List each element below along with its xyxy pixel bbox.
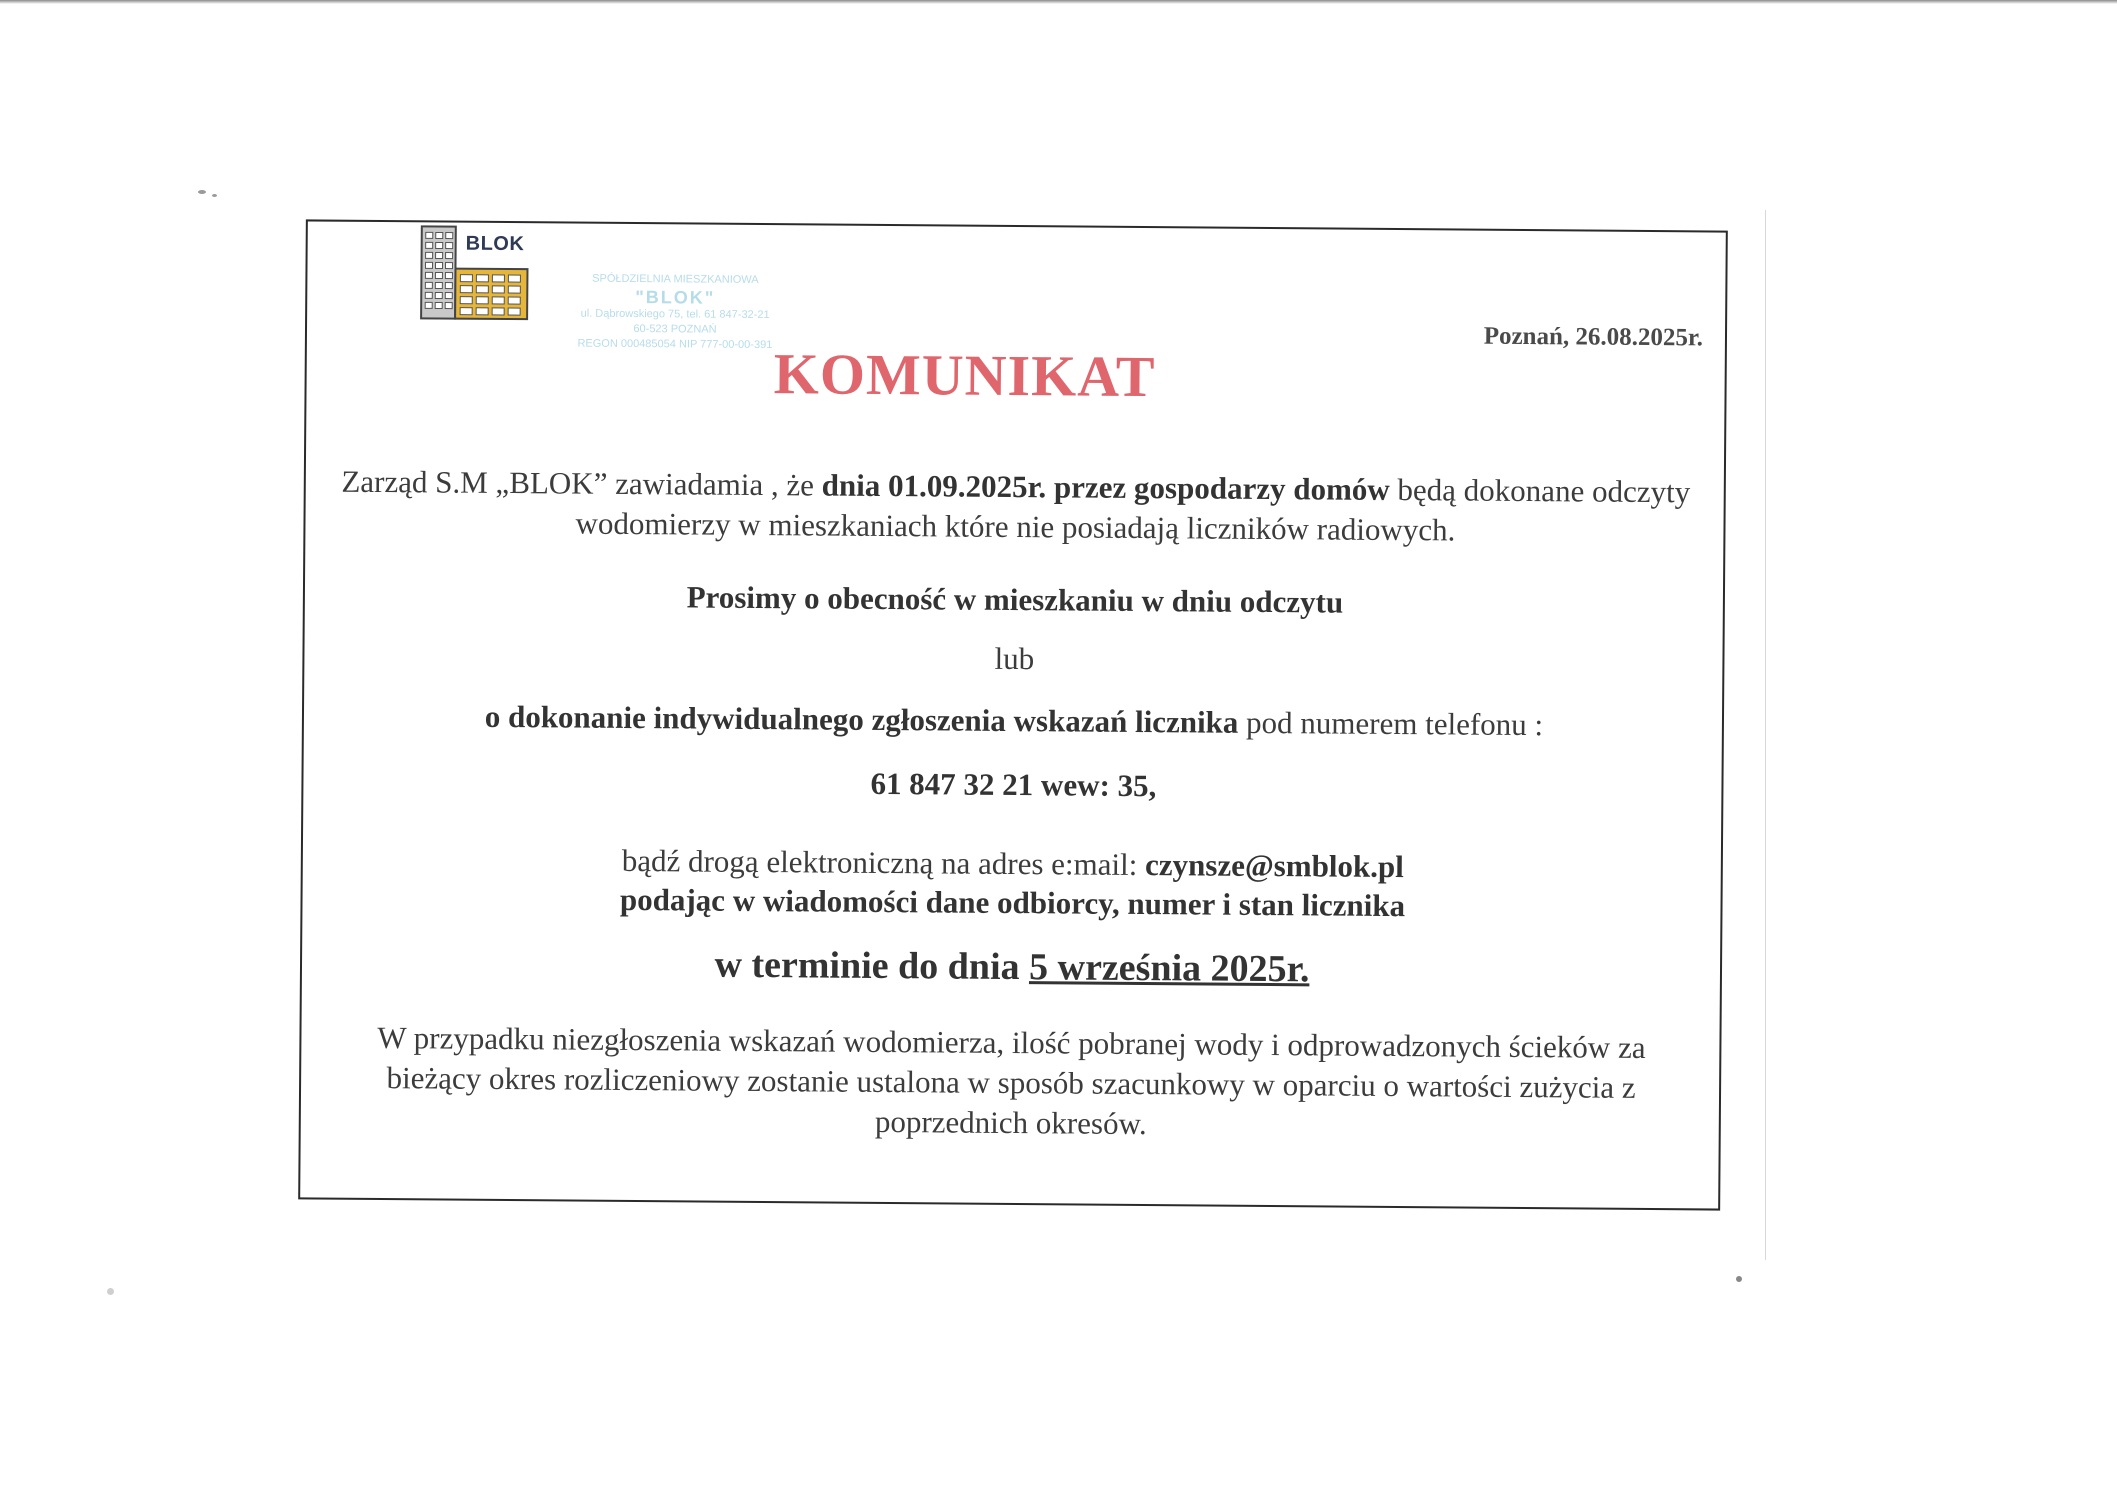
stamp-line: "BLOK"	[635, 287, 716, 308]
paragraph-request-presence: Prosimy o obecność w mieszkaniu w dniu odczytu	[686, 579, 1344, 620]
document-title: KOMUNIKAT	[773, 341, 1156, 410]
scan-edge	[0, 0, 2117, 4]
blok-logo	[419, 224, 532, 321]
scan-speck	[198, 190, 206, 194]
phone-number: 61 847 32 21 wew: 35,	[870, 765, 1157, 804]
paragraph-email-details: podając w wiadomości dane odbiorcy, numer i stan licznika	[619, 881, 1406, 924]
scan-speck	[107, 1288, 114, 1295]
paragraph-estimation-notice: W przypadku niezgłoszenia wskazań wodomierza, ilość pobranej wody i odprowadzonych ścieków za bieżący okres rozliczeniowy zostanie ustalona w sposób szacunkowy w oparciu o wartości zużycia z poprzednich okresów.	[377, 1020, 1646, 1142]
stamp-line: REGON 000485054 NIP 777-00-00-391	[577, 337, 773, 352]
text-run-bold: o dokonanie indywidualnego zgłoszenia wskazań licznika	[484, 698, 1239, 740]
text-run: pod numerem telefonu :	[1238, 704, 1544, 743]
document-date: Poznań, 26.08.2025r.	[1483, 322, 1704, 352]
stamp-line: ul. Dąbrowskiego 75, tel. 61 847-32-21	[580, 307, 770, 322]
paragraph-or: lub	[994, 640, 1035, 677]
text-run-bold: w terminie do dnia	[714, 943, 1030, 989]
text-run: będą dokonane odczyty wodomierzy w mieszkaniach które nie posiadają liczników radiowych.	[575, 471, 1691, 548]
paragraph-deadline	[332, 942, 1692, 993]
logo-wordmark: BLOK	[465, 232, 525, 256]
scan-fold-line	[1765, 210, 1766, 1260]
scan-speck	[212, 194, 217, 197]
notice-frame	[298, 219, 1728, 1210]
text-run-bold: dnia 01.09.2025r. przez gospodarzy domów	[821, 467, 1390, 507]
text-run: bądź drogą elektroniczną na adres e:mail:	[621, 842, 1146, 883]
scan-speck	[1736, 1276, 1742, 1282]
paragraph-individual-report	[334, 696, 1694, 747]
stamp-line: 60-523 POZNAŃ	[633, 323, 717, 336]
email-address: czynsze@smblok.pl	[1144, 847, 1404, 885]
stamp-line: SPÓŁDZIELNIA MIESZKANIOWA	[592, 272, 759, 286]
deadline-date: 5 września 2025r.	[1028, 946, 1310, 991]
paragraph-announcement	[335, 462, 1696, 553]
text-run: Zarząd S.M „BLOK” zawiadamia , że	[341, 463, 822, 503]
